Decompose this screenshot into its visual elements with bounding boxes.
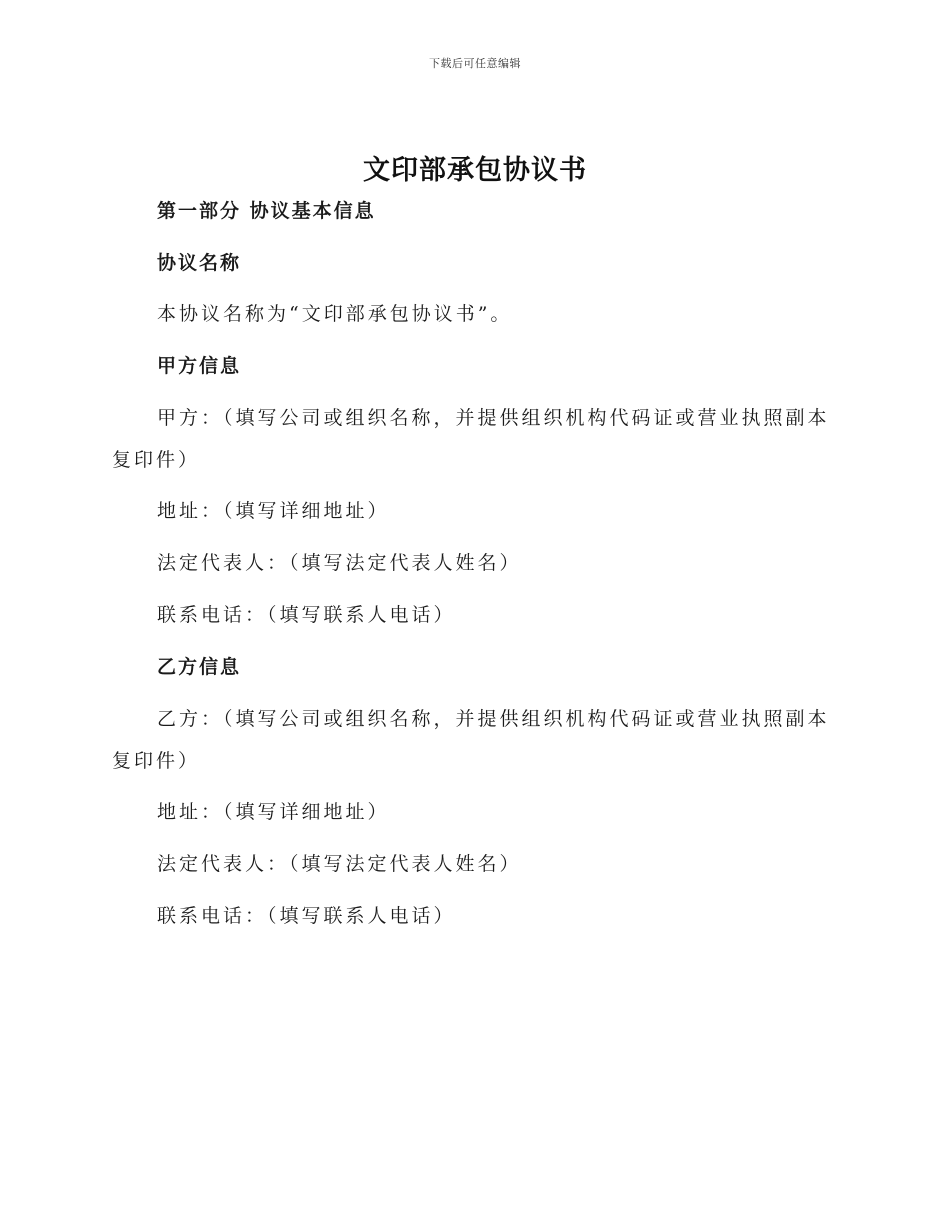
party-b-name-line-2: 复印件） — [112, 750, 201, 772]
party-a-name-line-1: 甲方：（填写公司或组织名称，并提供组织机构代码证或营业执照副本 — [157, 407, 830, 429]
agreement-name-text: 本协议名称为“文印部承包协议书”。 — [157, 303, 513, 325]
party-b-heading: 乙方信息 — [157, 656, 242, 678]
agreement-name-heading: 协议名称 — [157, 252, 242, 274]
party-b-phone: 联系电话：（填写联系人电话） — [157, 905, 456, 927]
part1-heading: 第一部分 协议基本信息 — [157, 200, 376, 222]
page-header-note: 下载后可任意编辑 — [429, 57, 521, 70]
party-b-legal-rep: 法定代表人：（填写法定代表人姓名） — [157, 853, 522, 875]
party-a-name-line-2: 复印件） — [112, 449, 201, 471]
party-b-name-line-1: 乙方：（填写公司或组织名称，并提供组织机构代码证或营业执照副本 — [157, 708, 830, 730]
party-a-legal-rep: 法定代表人：（填写法定代表人姓名） — [157, 552, 522, 574]
party-b-address: 地址：（填写详细地址） — [157, 801, 390, 823]
document-title: 文印部承包协议书 — [363, 155, 587, 186]
party-a-phone: 联系电话：（填写联系人电话） — [157, 604, 456, 626]
party-a-address: 地址：（填写详细地址） — [157, 500, 390, 522]
party-a-heading: 甲方信息 — [157, 355, 242, 377]
